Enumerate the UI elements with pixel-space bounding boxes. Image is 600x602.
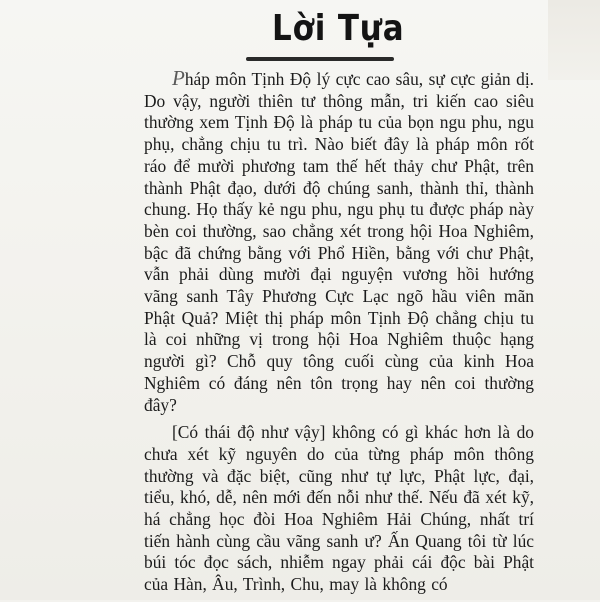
drop-letter: P [172,66,185,90]
paragraph-1-text: háp môn Tịnh Độ lý cực cao sâu, sự cực giản dị. Do vậy, người thiên tư thông mẫn, tri kiến cao siêu thường xem Tịnh Độ là pháp tu của bọn ngu phu, ngu phụ, chẳng chịu tu trì. Nào biết đây là pháp môn rốt ráo để mười phương tam thế hết thảy chư Phật, trên thành Phật đạo, dưới độ chúng sanh, thành thỉ, thành chung. Họ thấy kẻ ngu phu, ngu phụ tu được pháp này bèn coi thường, sao chẳng xét trong hội Hoa Nghiêm, bậc đã chứng bằng với Phổ Hiền, bằng với chư Phật, vẫn phải dùng mười đại nguyện vương hồi hướng vãng sanh Tây Phương Cực Lạc ngõ hầu viên mãn Phật Quả? Miệt thị pháp môn Tịnh Độ chẳng chịu tu là coi những vị trong hội Hoa Nghiêm thuộc hạng người gì? Chỗ quy tông cuối cùng của kinh Hoa Nghiêm có đáng nên tôn trọng hay nên coi thường đây? [144,69,534,415]
paragraph-2-text: [Có thái độ như vậy] không có gì khác hơn là do chưa xét kỹ nguyên do của từng pháp môn thông thường và đặc biệt, cũng như tự lực, Phật lực, đại, tiểu, khó, dễ, nên mới đến nỗi như thế. Nếu đã xét kỹ, há chẳng học đòi Hoa Nghiêm Hải Chúng, nhất trí tiến hành cùng cầu vãng sanh ư? Ấn Quang tôi từ lúc búi tóc đọc sách, nhiễm ngay phải cái độc bài Phật của Hàn, Âu, Trình, Chu, may là không có [144,422,534,595]
paragraph-2 [144,422,534,596]
body-text [144,68,534,602]
paragraph-1 [144,68,534,416]
page-edge-shadow [548,0,600,80]
page-title: Lời Tựa [272,8,405,49]
title-underline [246,57,394,61]
